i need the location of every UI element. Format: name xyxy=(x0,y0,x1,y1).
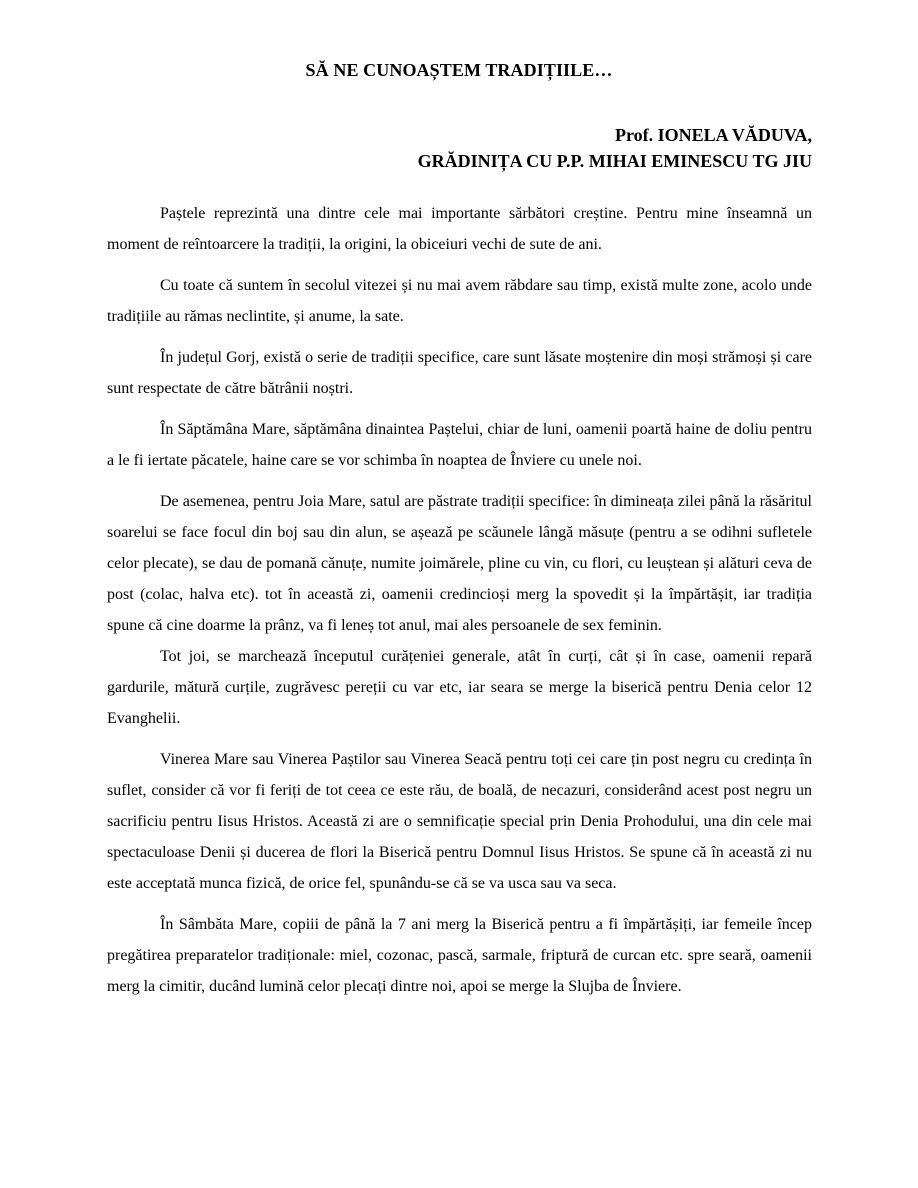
institution-name: GRĂDINIȚA CU P.P. MIHAI EMINESCU TG JIU xyxy=(417,151,812,171)
author-block xyxy=(418,122,812,174)
paragraph-5: De asemenea, pentru Joia Mare, satul are păstrate tradiții specifice: în dimineața zilei până la răsăritul soarelui se face focul din boj sau din alun, se așează pe scăunele lângă măsuțe (pentru a se odihni sufletele celor plecate), se dau de pomană cănuțe, numite joimărele, pline cu vin, cu flori, cu leuștean și alături ceva de post (colac, halva etc). tot în această zi, oamenii credincioși merg la spovedit și la împărtășit, iar tradiția spune că cine doarme la prânz, va fi leneș tot anul, mai ales persoanele de sex feminin. xyxy=(107,493,812,634)
paragraph-3: În județul Gorj, există o serie de tradiții specifice, care sunt lăsate moștenire din moși strămoși și care sunt respectate de către bătrânii noștri. xyxy=(107,349,812,397)
author-name: Prof. IONELA VĂDUVA, xyxy=(614,125,812,145)
document-title: SĂ NE CUNOAȘTEM TRADIȚIILE… xyxy=(305,60,613,80)
document-body xyxy=(107,198,812,1002)
paragraph-8: În Sâmbăta Mare, copiii de până la 7 ani merg la Biserică pentru a fi împărtășiți, iar femeile încep pregătirea preparatelor tradiționale: miel, cozonac, pască, sarmale, friptură de curcan etc. spre seară, oamenii merg la cimitir, ducând lumină celor plecați dintre noi, apoi se merge la Slujba de Înviere. xyxy=(107,916,812,995)
paragraph-6: Tot joi, se marchează începutul curățeniei generale, atât în curți, cât și în case, oamenii repară gardurile, mătură curțile, zugrăvesc pereții cu var etc, iar seara se merge la biserică pentru Denia celor 12 Evanghelii. xyxy=(107,648,812,727)
paragraph-7: Vinerea Mare sau Vinerea Paștilor sau Vinerea Seacă pentru toți cei care țin post negru cu credința în suflet, consider că vor fi feriți de tot ceea ce este rău, de boală, de necazuri, considerând acest post negru un sacrificiu pentru Iisus Hristos. Această zi are o semnificație special prin Denia Prohodului, una din cele mai spectaculoase Denii și ducerea de flori la Biserică pentru Domnul Iisus Hristos. Se spune că în această zi nu este acceptată munca fizică, de orice fel, spunându-se că se va usca sau va seca. xyxy=(107,751,812,892)
paragraph-1: Paștele reprezintă una dintre cele mai importante sărbători creștine. Pentru mine înseamnă un moment de reîntoarcere la tradiții, la origini, la obiceiuri vechi de sute de ani. xyxy=(107,205,812,253)
paragraph-4: În Săptămâna Mare, săptămâna dinaintea Paștelui, chiar de luni, oamenii poartă haine de doliu pentru a le fi iertate păcatele, haine care se vor schimba în noaptea de Înviere cu unele noi. xyxy=(107,421,812,469)
paragraph-2: Cu toate că suntem în secolul vitezei și nu mai avem răbdare sau timp, există multe zone, acolo unde tradițiile au rămas neclintite, și anume, la sate. xyxy=(107,277,812,325)
